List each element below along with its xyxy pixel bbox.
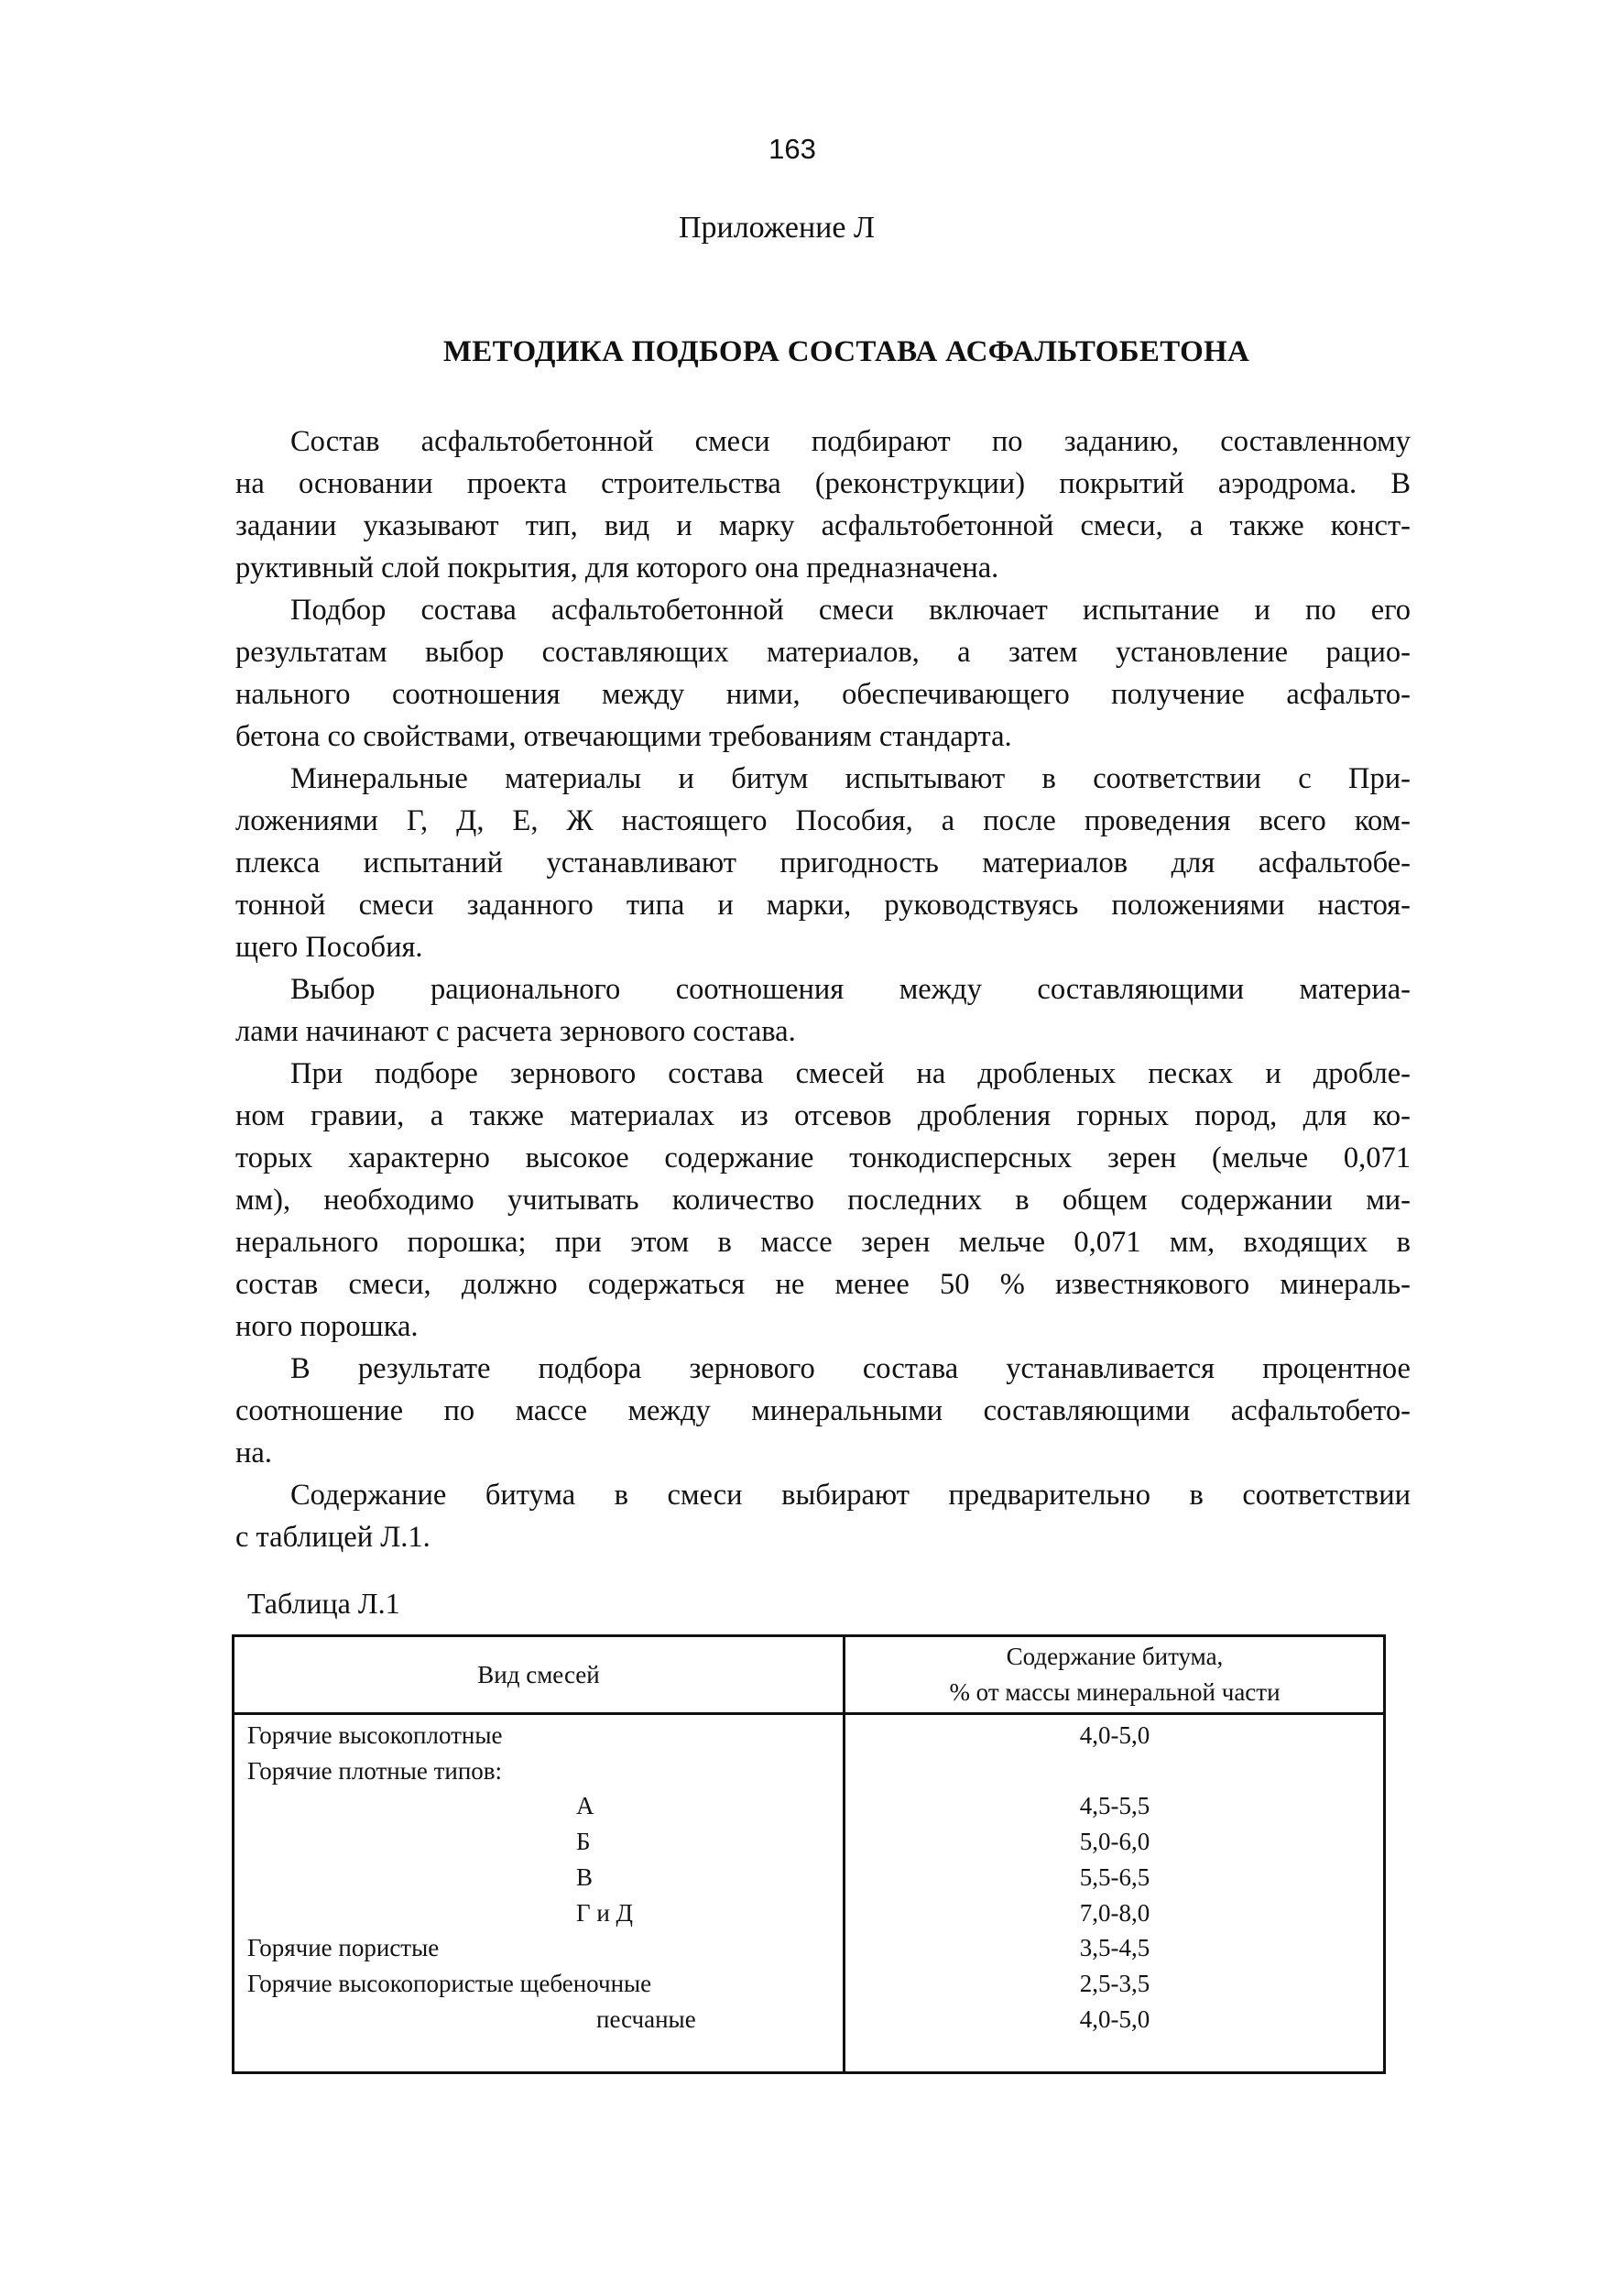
mix-type-cell: Горячие пористые [247, 1934, 440, 1962]
bitumen-content-cell: 4,0-5,0 [1079, 2004, 1150, 2033]
mix-type-cell: Горячие плотные типов: [247, 1756, 503, 1785]
paragraph-line: щего Пособия. [235, 931, 423, 964]
table-row [234, 1753, 1383, 1789]
paragraph-line: результатам выбор составляющих материалов, а затем установление рацио- [235, 636, 1411, 669]
header-mix-type: Вид смесей [477, 1661, 600, 1688]
table-row [234, 2002, 1383, 2037]
bitumen-content-cell: 4,0-5,0 [1079, 1721, 1150, 1749]
paragraph-line: ложениями Г, Д, Е, Ж настоящего Пособия, а после проведения всего ком- [235, 804, 1411, 837]
section-heading: МЕТОДИКА ПОДБОРА СОСТАВА АСФАЛЬТОБЕТОНА [442, 335, 1250, 368]
table-row [234, 1824, 1383, 1860]
paragraph-line: состав смеси, должно содержаться не менее 50 % известнякового минераль- [235, 1268, 1411, 1301]
paragraph-line: тонной смеси заданного типа и марки, руководствуясь положениями настоя- [235, 889, 1411, 922]
paragraph-line: ного порошка. [235, 1310, 419, 1343]
table-row [234, 1788, 1383, 1824]
body-text [235, 421, 1411, 1558]
paragraph-line: бетона со свойствами, отвечающими требованиям стандарта. [235, 720, 1012, 753]
bitumen-content-cell: 5,0-6,0 [1079, 1828, 1150, 1856]
table-caption: Таблица Л.1 [247, 1587, 400, 1620]
page-number: 163 [768, 133, 816, 165]
paragraph-line: Содержание битума в смеси выбирают предварительно в соответствии [290, 1479, 1411, 1512]
paragraph-line: на. [235, 1436, 272, 1469]
paragraph-line: мм), необходимо учитывать количество последних в общем содержании ми- [235, 1184, 1411, 1217]
paragraph-line: плекса испытаний устанавливают пригодность материалов для асфальтобе- [235, 847, 1411, 879]
header-bitumen-line1: Содержание битума, [1006, 1643, 1224, 1670]
paragraph-line: В результате подбора зернового состава устанавливается процентное [290, 1352, 1411, 1385]
table-row [234, 1895, 1383, 1931]
table-row [234, 1860, 1383, 1895]
table-row [234, 1966, 1383, 2002]
appendix-title: Приложение Л [678, 211, 876, 245]
mix-type-cell: песчаные [596, 2004, 696, 2033]
table-row [234, 1718, 1383, 1753]
paragraph-line: Минеральные материалы и битум испытывают в соответствии с При- [290, 762, 1411, 795]
paragraph-line: Состав асфальтобетонной смеси подбирают по заданию, составленному [290, 425, 1411, 458]
paragraph-line: ном гравии, а также материалах из отсевов дробления горных пород, для ко- [235, 1099, 1411, 1132]
bitumen-content-table [232, 1634, 1386, 2074]
bitumen-content-cell: 7,0-8,0 [1079, 1898, 1150, 1927]
mix-type-cell: Б [576, 1828, 591, 1856]
mix-type-cell: В [576, 1862, 594, 1891]
paragraph-line: торых характерно высокое содержание тонкодисперсных зерен (мельче 0,071 [235, 1141, 1411, 1174]
paragraph-line: с таблицей Л.1. [235, 1521, 431, 1554]
header-divider [234, 1712, 1383, 1715]
paragraph-line: руктивный слой покрытия, для которого она предназначена. [235, 552, 999, 584]
mix-type-cell: Г и Д [576, 1898, 633, 1927]
paragraph-line: задании указывают тип, вид и марку асфальтобетонной смеси, а также конст- [235, 509, 1411, 542]
paragraph-line: нерального порошка; при этом в массе зерен мельче 0,071 мм, входящих в [235, 1226, 1411, 1259]
paragraph-line: на основании проекта строительства (реконструкции) покрытий аэродрома. В [235, 467, 1411, 500]
mix-type-cell: Горячие высокоплотные [247, 1721, 503, 1749]
table-row [234, 1930, 1383, 1966]
bitumen-content-cell: 3,5-4,5 [1079, 1934, 1150, 1962]
paragraph-line: Подбор состава асфальтобетонной смеси включает испытание и по его [290, 594, 1411, 627]
mix-type-cell: А [576, 1792, 594, 1820]
paragraph-line: соотношение по массе между минеральными составляющими асфальтобето- [235, 1394, 1411, 1427]
header-bitumen-line2: % от массы минеральной части [949, 1678, 1281, 1706]
bitumen-content-cell: 5,5-6,5 [1079, 1862, 1150, 1891]
bitumen-content-cell: 2,5-3,5 [1079, 1969, 1150, 1997]
paragraph-line: лами начинают с расчета зернового состава. [235, 1015, 796, 1048]
paragraph-line: нального соотношения между ними, обеспечивающего получение асфальто- [235, 678, 1411, 711]
paragraph-line: Выбор рационального соотношения между составляющими материа- [290, 973, 1411, 1006]
bitumen-content-cell: 4,5-5,5 [1079, 1792, 1150, 1820]
mix-type-cell: Горячие высокопористые щебеночные [247, 1969, 652, 1997]
paragraph-line: При подборе зернового состава смесей на дробленых песках и дробле- [290, 1057, 1411, 1090]
